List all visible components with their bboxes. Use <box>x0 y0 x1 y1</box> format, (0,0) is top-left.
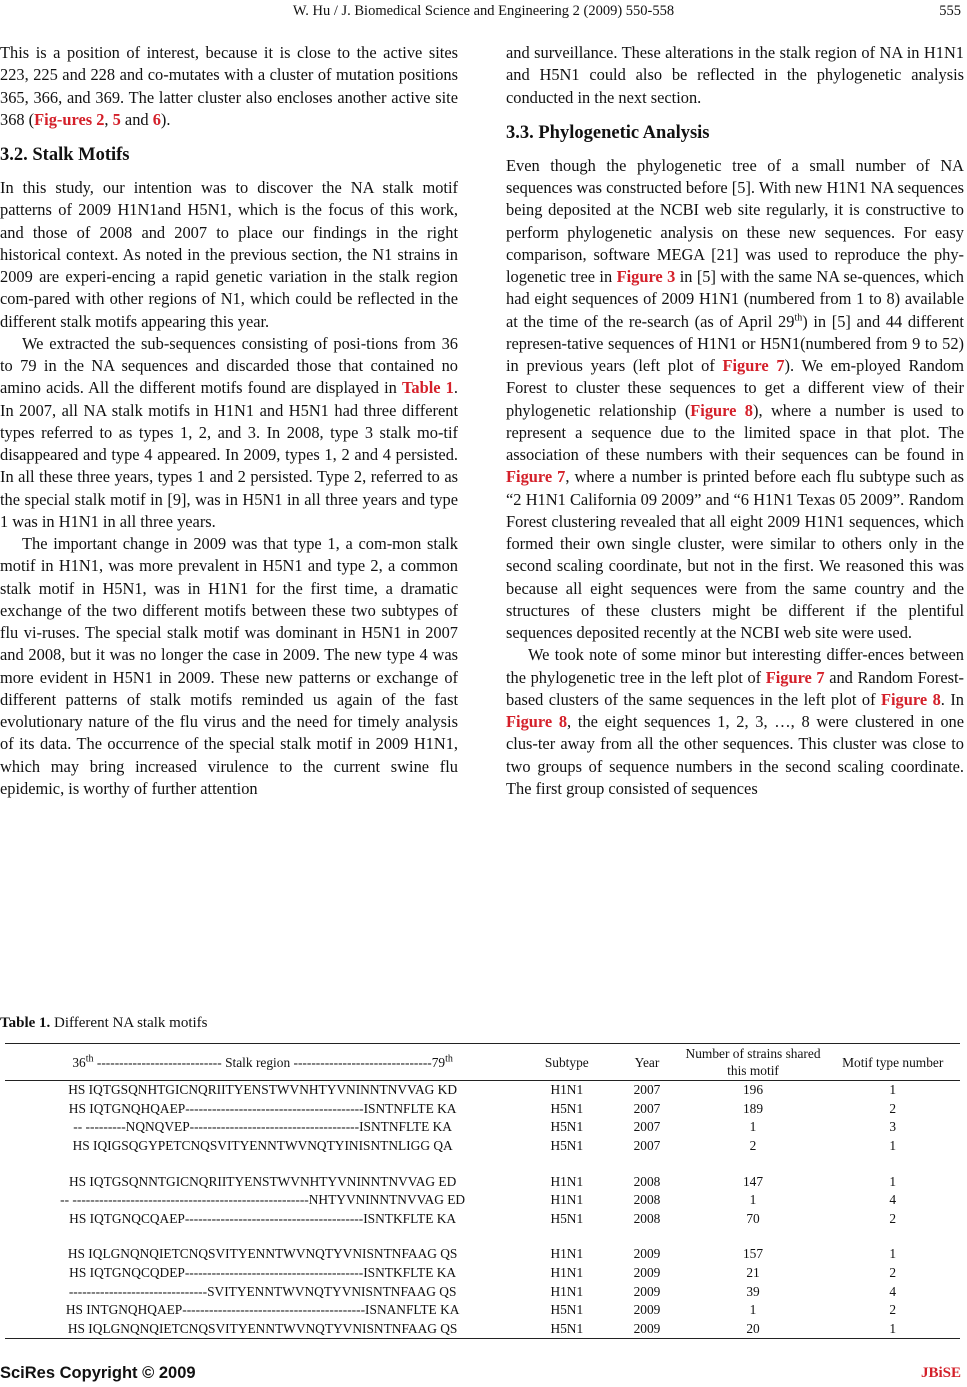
paragraph <box>0 533 458 800</box>
cell-subtype: H5N1 <box>550 1119 584 1135</box>
cell-strains: 1 <box>749 1119 757 1135</box>
cell-subtype: H5N1 <box>550 1210 584 1226</box>
cell-subtype: H5N1 <box>520 1320 613 1339</box>
cell-motif: 2 <box>889 1265 897 1281</box>
running-title: W. Hu / J. Biomedical Science and Engineering 2 (2009) 550-558 <box>292 3 675 19</box>
cell-seq: HS IQLGNQNQIETCNQSVITYENNTWVNQTYVNISNTNFAAG QS <box>67 1246 458 1262</box>
text-run: and <box>120 109 153 129</box>
cell-year: 2009 <box>633 1265 661 1281</box>
paragraph <box>0 42 458 131</box>
cell-strains: 21 <box>746 1265 760 1281</box>
cell-year: 2008 <box>633 1210 661 1226</box>
cross-reference[interactable]: Fig-ures 2 <box>34 109 105 129</box>
cross-reference[interactable]: Figure 7 <box>722 356 785 375</box>
cell-subtype: H5N1 <box>550 1302 584 1318</box>
table-row <box>5 1301 960 1320</box>
cell-year: 2009 <box>633 1302 661 1318</box>
table-row <box>5 1172 960 1191</box>
cross-reference[interactable]: Figure 8 <box>506 712 568 731</box>
cell-motif: 3 <box>889 1119 897 1135</box>
section-heading-phylogenetic-analysis: 3.3. Phylogenetic Analysis <box>506 122 710 143</box>
cell-year: 2007 <box>633 1138 661 1154</box>
paragraph <box>506 155 964 645</box>
text-run: . In <box>940 689 964 709</box>
cell-strains: 39 <box>746 1283 760 1299</box>
cell-motif: 1 <box>889 1138 897 1154</box>
page-number: 555 <box>939 3 961 19</box>
table-row <box>5 1118 960 1137</box>
cell-seq: HS IQTGNQCQAEP----------------------------------------ISNTKFLTE KA <box>69 1210 457 1226</box>
text-run: and Random Forest-based clusters of the same sequences in the left plot of <box>506 667 965 709</box>
cross-reference[interactable]: Figure 8 <box>880 689 941 709</box>
text-run: ), where a number is used to represent a sequence due to the limited space in that plot. The association of these numbers with their sequences can be found in <box>506 400 964 464</box>
cross-reference[interactable]: Figure 7 <box>506 467 566 487</box>
cell-seq: HS INTGNQHQAEP-----------------------------------------ISNANFLTE KA <box>65 1302 460 1318</box>
cell-motif: 2 <box>889 1210 897 1226</box>
cell-seq: HS IQTGSQNHTGICNQRIITYENSTWVNHTYVNINNTNVVAG KD <box>68 1082 458 1098</box>
table-spacer-row <box>5 1155 960 1172</box>
table-header-row <box>5 1044 960 1081</box>
cell-motif: 4 <box>889 1283 897 1299</box>
cell-seq: HS IQLGNQNQIETCNQSVITYENNTWVNQTYVNISNTNFAAG QS <box>5 1320 520 1339</box>
paragraph <box>0 333 458 533</box>
cell-year: 2007 <box>633 1100 661 1116</box>
text-run: , where a number is printed before each flu subtype such as “2 H1N1 California 09 2009” and “6 H1N1 Texas 05 2009”. Random Forest clustering revealed that all eight 2009 H1N1 sequences, which formed their own single cluster, were similar to others only in the second scaling coordinate, but not in the first. We reasoned this was because all eight sequences were from the same country and the structures of these clusters might be different if the plentiful sequences deposited recently at the NCBI web site were used. <box>506 467 964 642</box>
running-header <box>0 0 967 22</box>
cell-seq: HS IQTGSQNNTGICNQRIITYENSTWVNHTYVNINNTNVVAG ED <box>68 1173 457 1189</box>
cell-motif: 1 <box>825 1320 960 1339</box>
table-caption-text: Different NA stalk motifs <box>50 1015 208 1031</box>
right-column <box>506 42 964 800</box>
cross-reference[interactable]: Figure 8 <box>690 400 753 420</box>
text-run: ). We em-ployed Random Forest to cluster these sequences to get a different view of their phylogenetic relationship ( <box>506 356 964 420</box>
cross-reference[interactable]: 6 <box>152 109 161 129</box>
header-strains: Number of strains shared this motif <box>681 1044 826 1081</box>
cell-year: 2007 <box>633 1119 661 1135</box>
cell-subtype: H1N1 <box>550 1192 584 1208</box>
cell-seq: HS IQTGNQCQDEP----------------------------------------ISNTKFLTE KA <box>69 1265 457 1281</box>
table-row <box>5 1320 960 1339</box>
cell-strains: 189 <box>742 1100 764 1116</box>
cell-subtype: H1N1 <box>550 1173 584 1189</box>
cell-seq: -------------------------------SVITYENNTWVNQTYVNISNTNFAAG QS <box>68 1283 457 1299</box>
cell-motif: 1 <box>889 1082 897 1098</box>
text-run: , <box>104 109 113 129</box>
table-row <box>5 1282 960 1301</box>
cell-subtype: H1N1 <box>550 1246 584 1262</box>
text-run: We extracted the sub-sequences consisting of posi-tions from 36 to 79 in the NA sequences and discarded those that contained no amino acids. All the different motifs found are displayed in <box>0 333 458 398</box>
text-run: and surveillance. These alterations in the stalk region of NA in H1N1 and H5N1 could also be reflected in the phylogenetic analysis conducted in the next section. <box>506 43 964 107</box>
cell-strains: 2 <box>749 1138 757 1154</box>
cell-motif: 4 <box>889 1192 897 1208</box>
cell-strains: 157 <box>742 1246 764 1262</box>
table-row <box>5 1081 960 1100</box>
text-run: , the eight sequences 1, 2, 3, …, 8 were clustered in one clus-ter away from all the other sequences. This cluster was close to two groups of sequence numbers in the second scaling coordinate. The first group consisted of sequences <box>506 712 964 798</box>
superscript: th <box>794 312 803 324</box>
cell-strains: 1 <box>749 1192 757 1208</box>
cell-motif: 1 <box>889 1246 897 1262</box>
footer-copyright: SciRes Copyright © 2009 <box>0 1364 196 1382</box>
header-subtype: Subtype <box>520 1044 613 1081</box>
text-run: ) in [5] and 44 different represen-tative sequences of H1N1 or H5N1(numbered from 9 to 52) in previous years (left plot of <box>506 311 964 375</box>
spacer-cell <box>5 1228 960 1245</box>
cross-reference[interactable]: Table 1 <box>401 378 454 398</box>
table-spacer-row <box>5 1228 960 1245</box>
cell-seq: -- ---------NQNQVEP--------------------------------------ISNTNFLTE KA <box>73 1119 452 1135</box>
cell-subtype: H5N1 <box>550 1100 584 1116</box>
header-year: Year <box>613 1044 680 1081</box>
table-row <box>5 1100 960 1119</box>
cell-strains: 20 <box>681 1320 826 1339</box>
cross-reference[interactable]: 5 <box>112 109 121 129</box>
cross-reference[interactable]: Figure 3 <box>616 267 676 286</box>
paragraph <box>506 644 964 800</box>
cross-reference[interactable]: Figure 7 <box>765 667 825 687</box>
left-column <box>0 42 458 800</box>
cell-seq: HS IQIGSQGYPETCNQSVITYENNTWVNQTYINISNTNLIGG QA <box>72 1138 453 1154</box>
cell-year: 2008 <box>633 1192 661 1208</box>
cell-seq: HS IQTGNQHQAEP----------------------------------------ISNTNFLTE KA <box>68 1100 457 1116</box>
cell-year: 2009 <box>633 1246 661 1262</box>
table-caption <box>0 1013 208 1033</box>
cell-year: 2009 <box>613 1320 680 1339</box>
cell-year: 2009 <box>633 1283 661 1299</box>
section-heading-stalk-motifs: 3.2. Stalk Motifs <box>0 145 130 165</box>
cell-motif: 2 <box>889 1100 897 1116</box>
paragraph <box>506 42 964 109</box>
cell-subtype: H1N1 <box>550 1265 584 1281</box>
cell-subtype: H5N1 <box>550 1138 584 1154</box>
table-body <box>5 1081 960 1339</box>
text-run: We took note of some minor but interesting differ-ences between the phylogenetic tree in the left plot of <box>506 645 964 687</box>
cell-year: 2008 <box>633 1173 661 1189</box>
cell-strains: 1 <box>749 1302 757 1318</box>
table-row <box>5 1264 960 1283</box>
text-run: in [5] with the same NA se-quences, which had eight sequences of 2009 H1N1 (numbered from 1 to 8) available at the time of the re-search (as of April 29 <box>506 267 964 331</box>
cell-strains: 147 <box>742 1173 764 1189</box>
cell-strains: 70 <box>746 1210 760 1226</box>
text-run: ). <box>160 109 171 129</box>
text-run: . In 2007, all NA stalk motifs in H1N1 and H5N1 had three different types referred to as types 1, 2, and 3. In 2008, type 3 stalk mo-tif disappeared and type 4 appeared. In 2009, types 1, 2 and 4 persisted. In all these three years, types 1 and 2 persisted. Type 2, referred to as the special stalk motif in [9], was in H5N1 in all three years and type 1 was in H1N1 in all three years. <box>0 378 458 531</box>
cell-subtype: H1N1 <box>550 1283 584 1299</box>
cell-subtype: H1N1 <box>550 1082 584 1098</box>
text-run: In this study, our intention was to discover the NA stalk motif patterns of 2009 H1N1and H5N1, which is the focus of this work, and those of 2008 and 2007 to place our findings in the right historical context. As noted in the previous section, the N1 strains in 2009 are experi-encing a rapid genetic variation in the stalk region com-pared with other regions of N1, which could be reflected in the different stalk motifs appearing this year. <box>0 178 458 331</box>
table-row <box>5 1210 960 1229</box>
text-run: Even though the phylogenetic tree of a small number of NA sequences was constructed before [5]. With new H1N1 NA sequences being deposited at the NCBI web site regularly, it is constructive to perform phylogenetic analysis on these new sequences. For easy comparison, software MEGA [21] was used to reproduce the phy-logenetic tree in <box>506 155 964 286</box>
text-run: The important change in 2009 was that type 1, a com-mon stalk motif in H1N1, was more prevalent in H5N1 and type 2, a common stalk motif in H5N1, was in H1N1 for the first time, a dramatic exchange of the two different motifs between these two subtypes of flu vi-ruses. The special stalk motif was dominant in H5N1 in 2007 and 2008, but it was no longer the case in 2009. The new type 4 was more evident in H5N1 in 2009. These new patterns or exchange of different patterns of stalk motifs reminded us again of the fast evolutionary nature of the flu virus and the need for timely analysis of its data. The occurrence of the special stalk motif in 2009 H1N1, which may bring increased virulence to the current swine flu epidemic, is worthy of further attention <box>0 534 458 798</box>
cell-strains: 196 <box>742 1082 764 1098</box>
cell-motif: 1 <box>889 1173 897 1189</box>
spacer-cell <box>5 1155 960 1172</box>
cell-year: 2007 <box>633 1082 661 1098</box>
table-row <box>5 1137 960 1156</box>
text-run: This is a position of interest, because it is close to the active sites 223, 225 and 228 and co-mutates with a cluster of mutation positions 365, 366, and 369. The latter cluster also encloses another active site 368 ( <box>0 43 458 129</box>
table-row <box>5 1245 960 1264</box>
header-stalk-region: 36th ---------------------------- Stalk region -------------------------------79th <box>5 1044 520 1081</box>
table-row <box>5 1191 960 1210</box>
footer-journal: JBiSE <box>920 1365 961 1381</box>
cell-seq: -- -----------------------------------------------------NHTYVNINNTNVVAG ED <box>60 1192 466 1208</box>
header-motif-type: Motif type number <box>825 1044 960 1081</box>
table-caption-label: Table 1. <box>0 1015 51 1031</box>
stalk-motif-table <box>5 1043 960 1339</box>
cell-motif: 2 <box>889 1302 897 1318</box>
paragraph <box>0 177 458 333</box>
